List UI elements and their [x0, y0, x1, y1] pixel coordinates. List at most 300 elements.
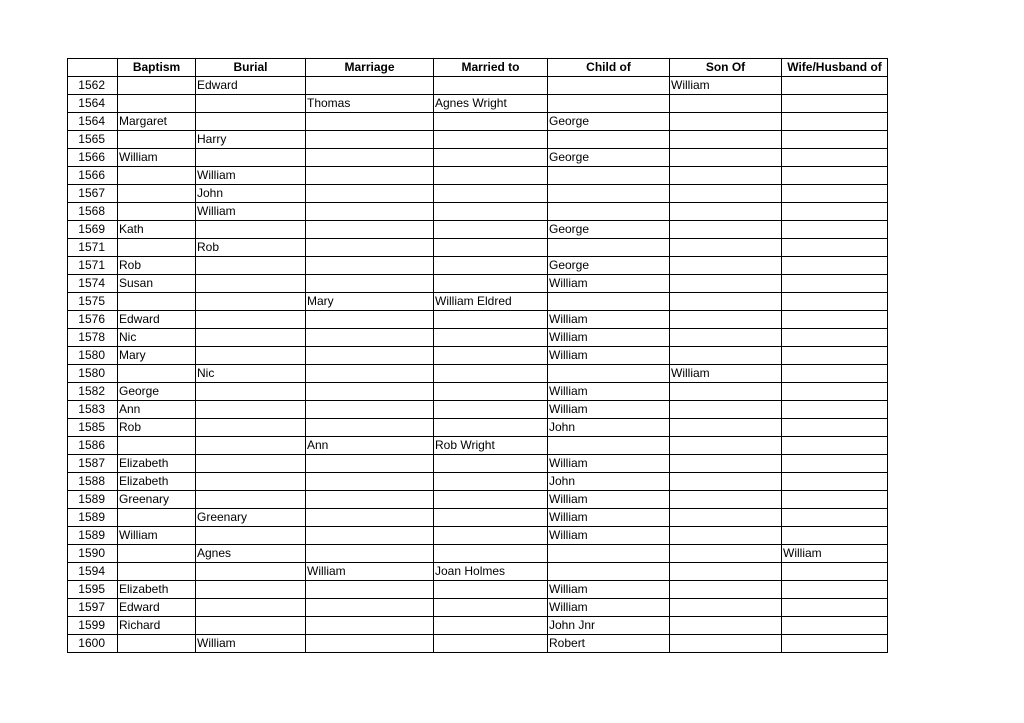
cell-burial[interactable] [196, 491, 306, 509]
table-row [68, 185, 888, 203]
cell-wife-husband-of[interactable] [782, 617, 888, 635]
cell-son-of[interactable] [670, 239, 782, 257]
cell-child-of[interactable]: William [548, 599, 670, 617]
cell-year[interactable]: 1575 [68, 293, 118, 311]
cell-wife-husband-of[interactable] [782, 419, 888, 437]
cell-baptism[interactable]: Edward [118, 599, 196, 617]
cell-baptism[interactable]: Edward [118, 311, 196, 329]
cell-marriage[interactable] [306, 527, 434, 545]
cell-burial[interactable] [196, 113, 306, 131]
cell-marriage[interactable] [306, 221, 434, 239]
cell-baptism[interactable] [118, 509, 196, 527]
cell-son-of[interactable] [670, 113, 782, 131]
cell-burial[interactable] [196, 563, 306, 581]
cell-child-of[interactable] [548, 203, 670, 221]
cell-wife-husband-of[interactable] [782, 77, 888, 95]
cell-year[interactable]: 1565 [68, 131, 118, 149]
cell-son-of[interactable] [670, 509, 782, 527]
cell-burial[interactable]: Agnes [196, 545, 306, 563]
cell-baptism[interactable]: Richard [118, 617, 196, 635]
cell-son-of[interactable] [670, 221, 782, 239]
cell-year[interactable]: 1585 [68, 419, 118, 437]
cell-year[interactable]: 1589 [68, 527, 118, 545]
cell-child-of[interactable]: William [548, 401, 670, 419]
cell-year[interactable]: 1595 [68, 581, 118, 599]
cell-son-of[interactable] [670, 455, 782, 473]
cell-wife-husband-of[interactable] [782, 167, 888, 185]
cell-wife-husband-of[interactable] [782, 239, 888, 257]
cell-child-of[interactable] [548, 131, 670, 149]
header-row [68, 59, 888, 77]
cell-baptism[interactable]: Elizabeth [118, 473, 196, 491]
cell-son-of[interactable] [670, 167, 782, 185]
cell-child-of[interactable]: George [548, 149, 670, 167]
cell-child-of[interactable] [548, 239, 670, 257]
cell-wife-husband-of[interactable] [782, 95, 888, 113]
cell-marriage[interactable] [306, 383, 434, 401]
spreadsheet-sheet [67, 58, 888, 653]
cell-baptism[interactable]: Susan [118, 275, 196, 293]
cell-marriage[interactable] [306, 545, 434, 563]
cell-year[interactable]: 1594 [68, 563, 118, 581]
cell-burial[interactable] [196, 95, 306, 113]
cell-burial[interactable]: Greenary [196, 509, 306, 527]
cell-burial[interactable] [196, 527, 306, 545]
table-row [68, 275, 888, 293]
cell-baptism[interactable]: William [118, 527, 196, 545]
cell-married-to[interactable] [434, 383, 548, 401]
cell-married-to[interactable] [434, 221, 548, 239]
cell-wife-husband-of[interactable] [782, 509, 888, 527]
cell-year[interactable]: 1580 [68, 365, 118, 383]
cell-baptism[interactable] [118, 185, 196, 203]
cell-burial[interactable]: Edward [196, 77, 306, 95]
cell-marriage[interactable] [306, 77, 434, 95]
cell-son-of[interactable] [670, 311, 782, 329]
cell-year[interactable]: 1576 [68, 311, 118, 329]
table-row [68, 509, 888, 527]
cell-year[interactable]: 1586 [68, 437, 118, 455]
cell-baptism[interactable]: Greenary [118, 491, 196, 509]
cell-marriage[interactable] [306, 185, 434, 203]
cell-child-of[interactable]: William [548, 329, 670, 347]
cell-baptism[interactable]: George [118, 383, 196, 401]
cell-wife-husband-of[interactable] [782, 563, 888, 581]
cell-wife-husband-of[interactable] [782, 581, 888, 599]
cell-baptism[interactable] [118, 203, 196, 221]
cell-year[interactable]: 1580 [68, 347, 118, 365]
cell-wife-husband-of[interactable] [782, 401, 888, 419]
cell-year[interactable]: 1583 [68, 401, 118, 419]
cell-burial[interactable]: Harry [196, 131, 306, 149]
cell-married-to[interactable] [434, 599, 548, 617]
column-header-year[interactable] [68, 59, 118, 77]
cell-child-of[interactable] [548, 563, 670, 581]
cell-married-to[interactable] [434, 131, 548, 149]
column-header-burial[interactable]: Burial [196, 59, 306, 77]
cell-child-of[interactable] [548, 437, 670, 455]
cell-baptism[interactable] [118, 293, 196, 311]
cell-married-to[interactable]: Agnes Wright [434, 95, 548, 113]
cell-burial[interactable] [196, 473, 306, 491]
cell-married-to[interactable] [434, 455, 548, 473]
table-row [68, 599, 888, 617]
cell-year[interactable]: 1569 [68, 221, 118, 239]
cell-married-to[interactable] [434, 347, 548, 365]
cell-son-of[interactable] [670, 563, 782, 581]
cell-year[interactable]: 1599 [68, 617, 118, 635]
cell-burial[interactable] [196, 437, 306, 455]
cell-married-to[interactable] [434, 239, 548, 257]
cell-wife-husband-of[interactable] [782, 383, 888, 401]
cell-baptism[interactable]: Rob [118, 257, 196, 275]
cell-marriage[interactable] [306, 491, 434, 509]
cell-child-of[interactable]: William [548, 581, 670, 599]
cell-child-of[interactable] [548, 365, 670, 383]
cell-year[interactable]: 1589 [68, 491, 118, 509]
table-row [68, 527, 888, 545]
cell-married-to[interactable] [434, 419, 548, 437]
cell-marriage[interactable] [306, 599, 434, 617]
cell-married-to[interactable] [434, 113, 548, 131]
cell-married-to[interactable] [434, 77, 548, 95]
cell-marriage[interactable] [306, 131, 434, 149]
cell-son-of[interactable] [670, 545, 782, 563]
table-row [68, 131, 888, 149]
cell-married-to[interactable] [434, 635, 548, 653]
cell-baptism[interactable]: Elizabeth [118, 581, 196, 599]
table-row [68, 95, 888, 113]
cell-burial[interactable] [196, 257, 306, 275]
cell-marriage[interactable] [306, 455, 434, 473]
cell-wife-husband-of[interactable] [782, 113, 888, 131]
cell-married-to[interactable] [434, 617, 548, 635]
table-row [68, 473, 888, 491]
table-row [68, 257, 888, 275]
table-row [68, 365, 888, 383]
cell-son-of[interactable] [670, 95, 782, 113]
cell-year[interactable]: 1578 [68, 329, 118, 347]
table-row [68, 581, 888, 599]
cell-child-of[interactable] [548, 167, 670, 185]
cell-son-of[interactable] [670, 329, 782, 347]
cell-wife-husband-of[interactable] [782, 635, 888, 653]
cell-married-to[interactable] [434, 149, 548, 167]
cell-son-of[interactable] [670, 581, 782, 599]
cell-wife-husband-of[interactable] [782, 293, 888, 311]
cell-baptism[interactable] [118, 635, 196, 653]
cell-baptism[interactable]: Mary [118, 347, 196, 365]
cell-son-of[interactable] [670, 401, 782, 419]
cell-married-to[interactable] [434, 167, 548, 185]
cell-burial[interactable]: John [196, 185, 306, 203]
column-header-baptism[interactable]: Baptism [118, 59, 196, 77]
cell-marriage[interactable]: Ann [306, 437, 434, 455]
cell-wife-husband-of[interactable] [782, 275, 888, 293]
cell-marriage[interactable] [306, 347, 434, 365]
cell-baptism[interactable] [118, 167, 196, 185]
cell-child-of[interactable]: Robert [548, 635, 670, 653]
cell-son-of[interactable]: William [670, 365, 782, 383]
cell-married-to[interactable] [434, 311, 548, 329]
cell-son-of[interactable] [670, 527, 782, 545]
cell-married-to[interactable] [434, 401, 548, 419]
cell-year[interactable]: 1582 [68, 383, 118, 401]
cell-year[interactable]: 1564 [68, 113, 118, 131]
cell-marriage[interactable] [306, 167, 434, 185]
cell-marriage[interactable] [306, 329, 434, 347]
cell-burial[interactable] [196, 347, 306, 365]
cell-son-of[interactable] [670, 437, 782, 455]
cell-marriage[interactable] [306, 203, 434, 221]
cell-burial[interactable]: William [196, 203, 306, 221]
column-header-son-of[interactable]: Son Of [670, 59, 782, 77]
cell-burial[interactable] [196, 383, 306, 401]
cell-child-of[interactable]: William [548, 275, 670, 293]
cell-year[interactable]: 1567 [68, 185, 118, 203]
table-row [68, 239, 888, 257]
cell-son-of[interactable] [670, 149, 782, 167]
cell-son-of[interactable] [670, 635, 782, 653]
cell-burial[interactable] [196, 599, 306, 617]
cell-son-of[interactable] [670, 347, 782, 365]
cell-burial[interactable] [196, 617, 306, 635]
cell-marriage[interactable]: William [306, 563, 434, 581]
cell-wife-husband-of[interactable] [782, 527, 888, 545]
cell-child-of[interactable]: William [548, 455, 670, 473]
cell-wife-husband-of[interactable]: William [782, 545, 888, 563]
cell-married-to[interactable] [434, 365, 548, 383]
cell-baptism[interactable]: Kath [118, 221, 196, 239]
cell-child-of[interactable] [548, 545, 670, 563]
cell-burial[interactable] [196, 455, 306, 473]
cell-wife-husband-of[interactable] [782, 473, 888, 491]
cell-wife-husband-of[interactable] [782, 437, 888, 455]
cell-married-to[interactable] [434, 473, 548, 491]
cell-married-to[interactable]: Rob Wright [434, 437, 548, 455]
cell-burial[interactable] [196, 401, 306, 419]
cell-married-to[interactable] [434, 203, 548, 221]
table-row [68, 401, 888, 419]
parish-register-table [67, 58, 888, 653]
cell-baptism[interactable] [118, 239, 196, 257]
cell-child-of[interactable]: George [548, 113, 670, 131]
table-row [68, 113, 888, 131]
cell-baptism[interactable] [118, 365, 196, 383]
cell-baptism[interactable]: Nic [118, 329, 196, 347]
cell-married-to[interactable]: William Eldred [434, 293, 548, 311]
cell-year[interactable]: 1587 [68, 455, 118, 473]
cell-year[interactable]: 1566 [68, 149, 118, 167]
cell-baptism[interactable] [118, 131, 196, 149]
cell-married-to[interactable]: Joan Holmes [434, 563, 548, 581]
cell-marriage[interactable]: Thomas [306, 95, 434, 113]
table-row [68, 383, 888, 401]
cell-marriage[interactable] [306, 401, 434, 419]
cell-burial[interactable] [196, 221, 306, 239]
cell-wife-husband-of[interactable] [782, 203, 888, 221]
cell-child-of[interactable]: William [548, 347, 670, 365]
cell-year[interactable]: 1562 [68, 77, 118, 95]
cell-baptism[interactable] [118, 95, 196, 113]
table-row [68, 419, 888, 437]
table-row [68, 455, 888, 473]
table-row [68, 635, 888, 653]
cell-marriage[interactable] [306, 617, 434, 635]
table-row [68, 329, 888, 347]
table-row [68, 347, 888, 365]
cell-burial[interactable]: William [196, 635, 306, 653]
table-body [68, 77, 888, 653]
cell-baptism[interactable] [118, 563, 196, 581]
cell-son-of[interactable] [670, 599, 782, 617]
cell-marriage[interactable] [306, 509, 434, 527]
cell-wife-husband-of[interactable] [782, 365, 888, 383]
cell-son-of[interactable] [670, 617, 782, 635]
cell-burial[interactable]: Rob [196, 239, 306, 257]
cell-son-of[interactable] [670, 419, 782, 437]
cell-year[interactable]: 1600 [68, 635, 118, 653]
cell-married-to[interactable] [434, 329, 548, 347]
column-header-wife-husband-of[interactable]: Wife/Husband of [782, 59, 888, 77]
cell-child-of[interactable] [548, 293, 670, 311]
cell-year[interactable]: 1597 [68, 599, 118, 617]
cell-marriage[interactable] [306, 149, 434, 167]
cell-child-of[interactable] [548, 185, 670, 203]
cell-burial[interactable]: Nic [196, 365, 306, 383]
cell-baptism[interactable]: William [118, 149, 196, 167]
cell-marriage[interactable] [306, 365, 434, 383]
table-row [68, 437, 888, 455]
cell-baptism[interactable]: Margaret [118, 113, 196, 131]
cell-married-to[interactable] [434, 527, 548, 545]
table-row [68, 293, 888, 311]
cell-marriage[interactable] [306, 239, 434, 257]
column-header-child-of[interactable]: Child of [548, 59, 670, 77]
cell-married-to[interactable] [434, 491, 548, 509]
cell-wife-husband-of[interactable] [782, 149, 888, 167]
cell-burial[interactable] [196, 149, 306, 167]
cell-child-of[interactable]: John [548, 473, 670, 491]
cell-child-of[interactable]: William [548, 527, 670, 545]
table-row [68, 149, 888, 167]
cell-marriage[interactable] [306, 113, 434, 131]
cell-year[interactable]: 1568 [68, 203, 118, 221]
cell-son-of[interactable] [670, 257, 782, 275]
cell-marriage[interactable] [306, 275, 434, 293]
cell-baptism[interactable] [118, 437, 196, 455]
cell-year[interactable]: 1571 [68, 239, 118, 257]
cell-burial[interactable] [196, 275, 306, 293]
cell-year[interactable]: 1589 [68, 509, 118, 527]
cell-year[interactable]: 1564 [68, 95, 118, 113]
cell-marriage[interactable] [306, 257, 434, 275]
cell-son-of[interactable] [670, 275, 782, 293]
cell-married-to[interactable] [434, 275, 548, 293]
cell-wife-husband-of[interactable] [782, 221, 888, 239]
cell-burial[interactable] [196, 311, 306, 329]
table-row [68, 545, 888, 563]
cell-child-of[interactable]: William [548, 491, 670, 509]
cell-child-of[interactable]: John Jnr [548, 617, 670, 635]
table-row [68, 617, 888, 635]
cell-baptism[interactable] [118, 77, 196, 95]
cell-son-of[interactable] [670, 473, 782, 491]
cell-son-of[interactable] [670, 383, 782, 401]
cell-year[interactable]: 1588 [68, 473, 118, 491]
cell-son-of[interactable] [670, 293, 782, 311]
table-row [68, 203, 888, 221]
table-row [68, 77, 888, 95]
cell-marriage[interactable]: Mary [306, 293, 434, 311]
cell-wife-husband-of[interactable] [782, 491, 888, 509]
cell-baptism[interactable] [118, 545, 196, 563]
table-row [68, 311, 888, 329]
table-row [68, 563, 888, 581]
cell-burial[interactable] [196, 293, 306, 311]
cell-marriage[interactable] [306, 311, 434, 329]
cell-burial[interactable] [196, 329, 306, 347]
cell-married-to[interactable] [434, 581, 548, 599]
cell-year[interactable]: 1566 [68, 167, 118, 185]
cell-child-of[interactable]: John [548, 419, 670, 437]
cell-son-of[interactable] [670, 203, 782, 221]
cell-child-of[interactable]: George [548, 257, 670, 275]
cell-wife-husband-of[interactable] [782, 131, 888, 149]
cell-child-of[interactable] [548, 77, 670, 95]
cell-year[interactable]: 1574 [68, 275, 118, 293]
cell-child-of[interactable]: George [548, 221, 670, 239]
cell-year[interactable]: 1571 [68, 257, 118, 275]
cell-wife-husband-of[interactable] [782, 311, 888, 329]
cell-burial[interactable]: William [196, 167, 306, 185]
cell-baptism[interactable]: Rob [118, 419, 196, 437]
cell-marriage[interactable] [306, 635, 434, 653]
cell-wife-husband-of[interactable] [782, 455, 888, 473]
column-header-marriage[interactable]: Marriage [306, 59, 434, 77]
cell-marriage[interactable] [306, 419, 434, 437]
table-row [68, 491, 888, 509]
table-row [68, 221, 888, 239]
table-row [68, 167, 888, 185]
cell-year[interactable]: 1590 [68, 545, 118, 563]
cell-burial[interactable] [196, 581, 306, 599]
cell-burial[interactable] [196, 419, 306, 437]
cell-married-to[interactable] [434, 509, 548, 527]
cell-wife-husband-of[interactable] [782, 185, 888, 203]
cell-son-of[interactable] [670, 491, 782, 509]
cell-married-to[interactable] [434, 545, 548, 563]
cell-wife-husband-of[interactable] [782, 599, 888, 617]
cell-son-of[interactable] [670, 131, 782, 149]
cell-married-to[interactable] [434, 257, 548, 275]
cell-married-to[interactable] [434, 185, 548, 203]
column-header-married-to[interactable]: Married to [434, 59, 548, 77]
cell-wife-husband-of[interactable] [782, 257, 888, 275]
cell-son-of[interactable] [670, 185, 782, 203]
cell-child-of[interactable]: William [548, 383, 670, 401]
cell-child-of[interactable]: William [548, 509, 670, 527]
cell-marriage[interactable] [306, 581, 434, 599]
cell-child-of[interactable]: William [548, 311, 670, 329]
cell-wife-husband-of[interactable] [782, 347, 888, 365]
cell-marriage[interactable] [306, 473, 434, 491]
cell-child-of[interactable] [548, 95, 670, 113]
cell-son-of[interactable]: William [670, 77, 782, 95]
cell-wife-husband-of[interactable] [782, 329, 888, 347]
cell-baptism[interactable]: Ann [118, 401, 196, 419]
cell-baptism[interactable]: Elizabeth [118, 455, 196, 473]
